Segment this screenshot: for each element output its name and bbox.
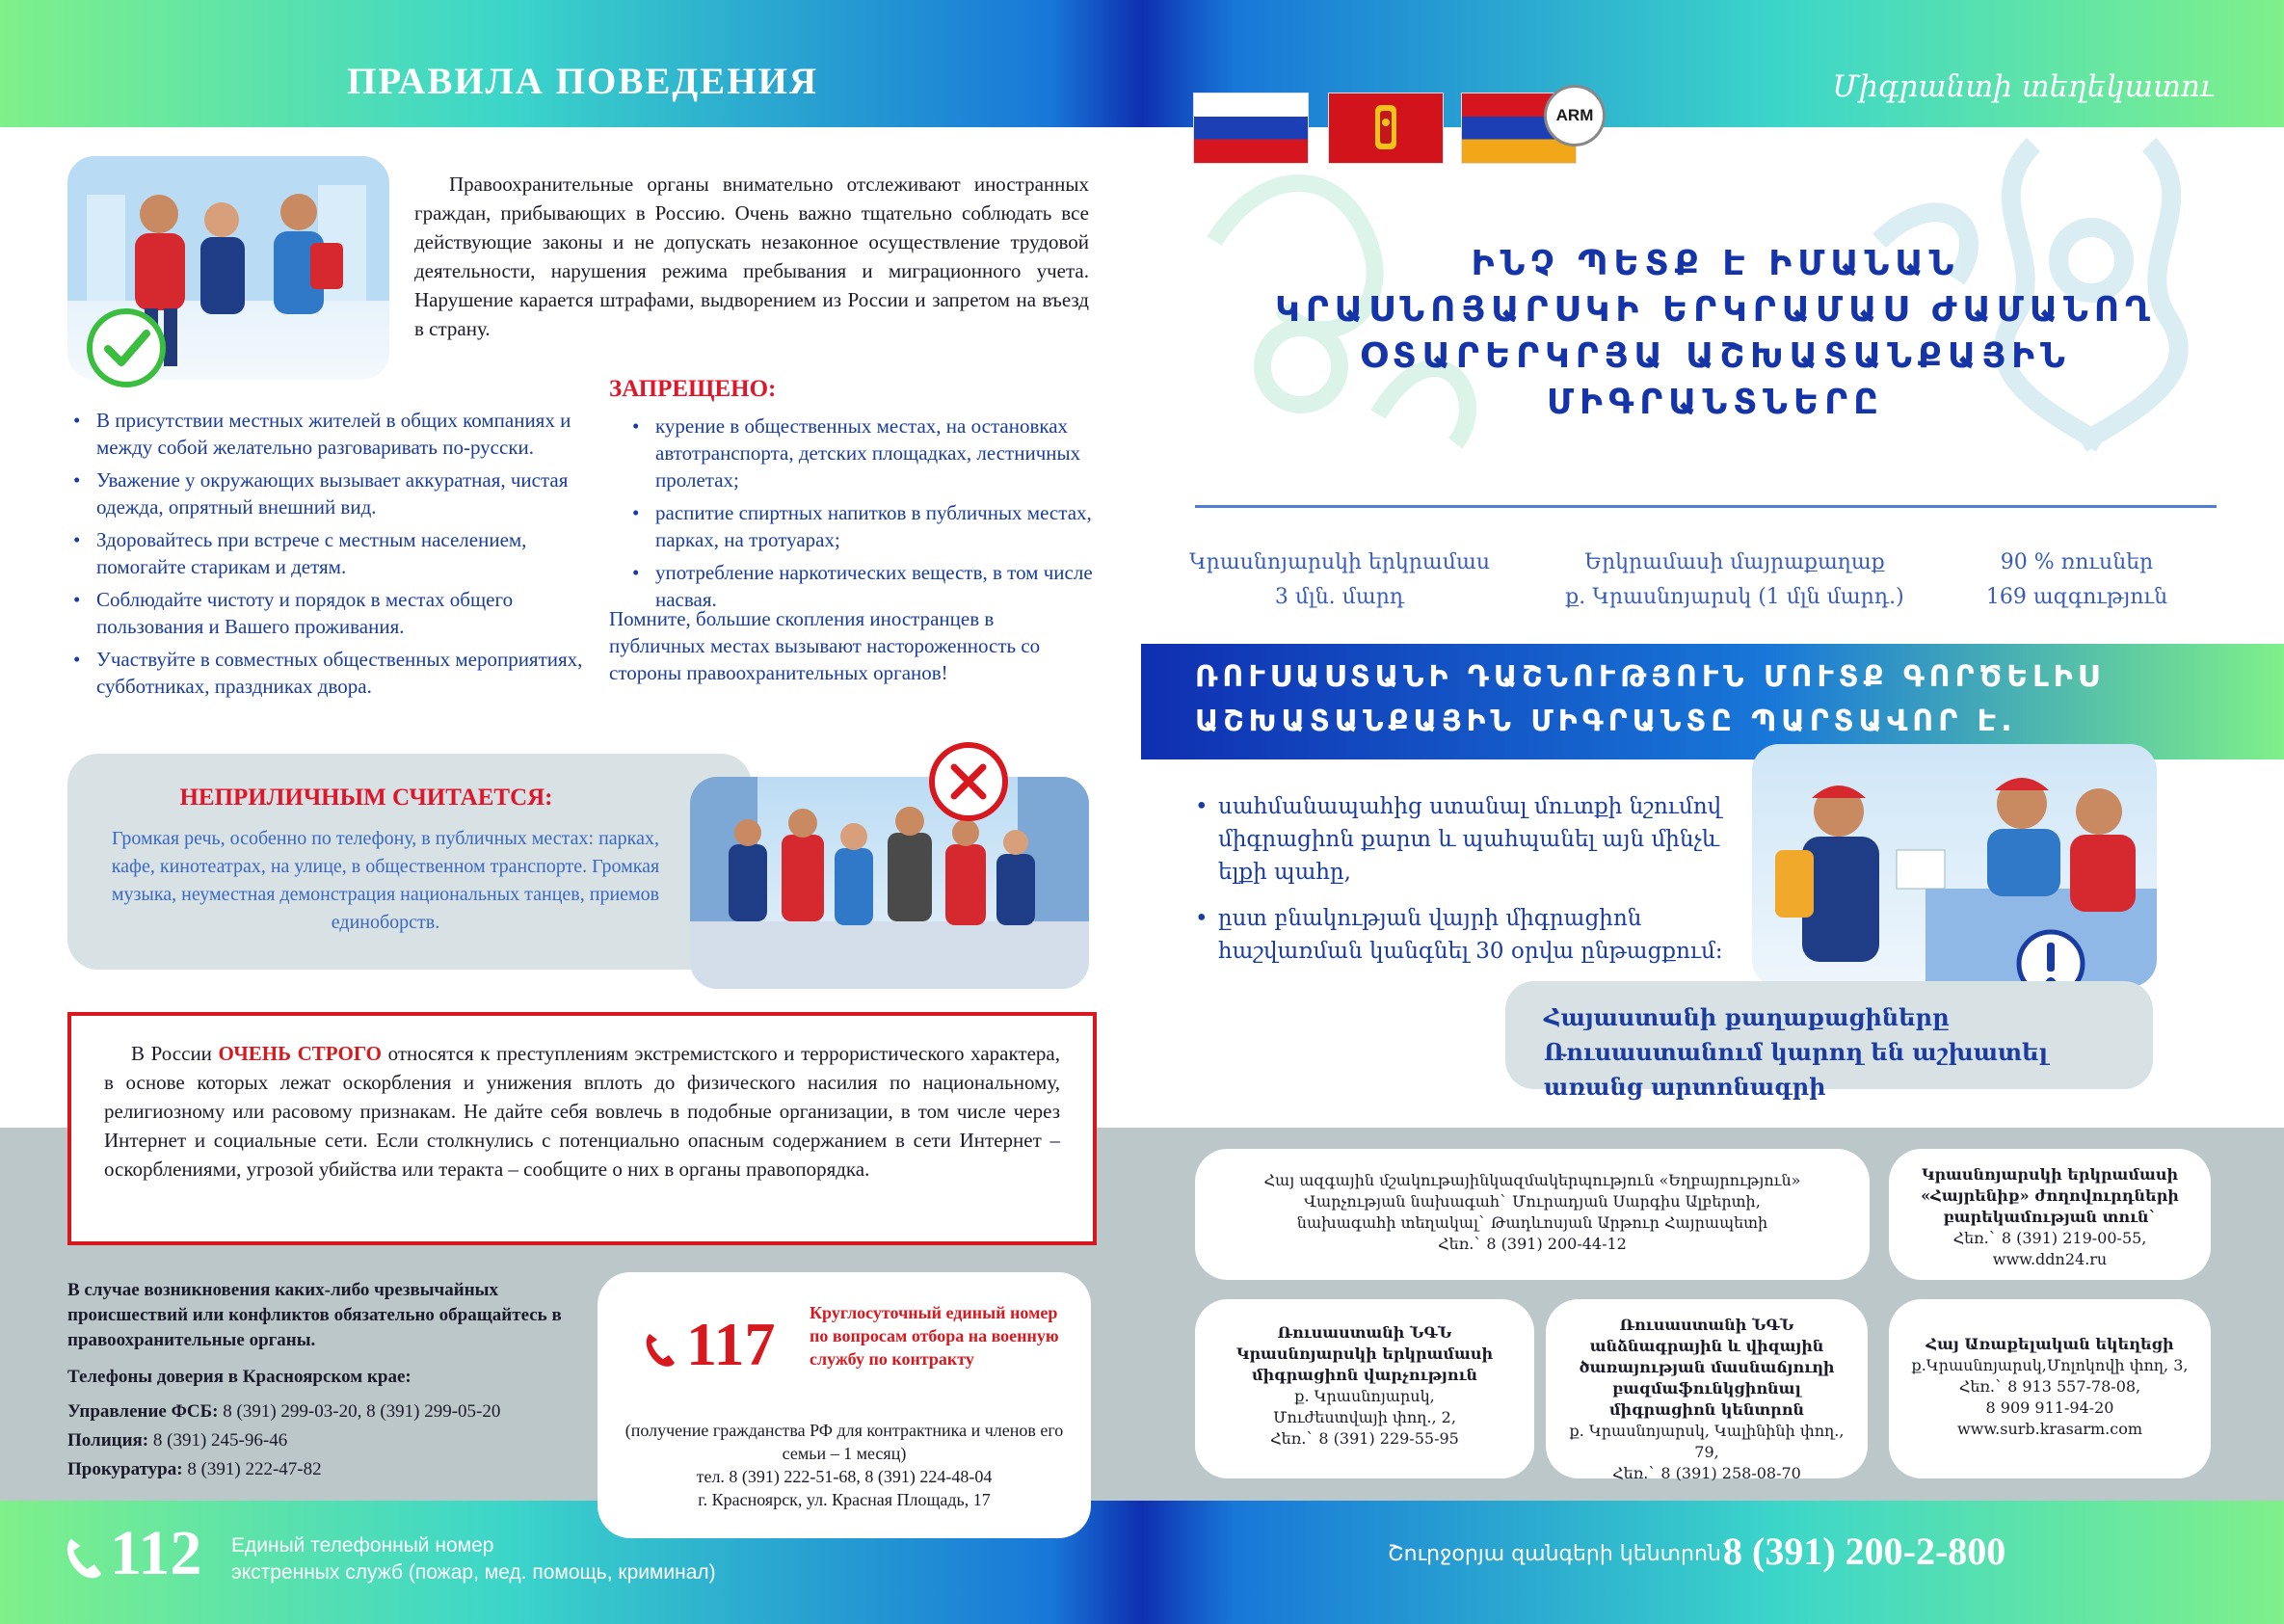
phone-icon	[62, 1534, 106, 1581]
contact-card-text	[1902, 1164, 2197, 1270]
fact-capital	[1561, 546, 1908, 615]
arm-main-title	[1195, 241, 2236, 426]
forbidden-heading: ЗАПРЕЩЕНО:	[609, 376, 777, 402]
contact-line: Հեռ.` 8 (391) 258-08-70	[1612, 1464, 1801, 1482]
hotline-fsb: Управление ФСБ: 8 (391) 299-03-20, 8 (391) 299-05-20	[67, 1401, 501, 1422]
extremism-text-start: В России	[131, 1042, 219, 1065]
arm-title-line: ՄԻԳՐԱՆՏՆԵՐԸ	[1546, 383, 1885, 422]
forbidden-list	[632, 413, 1099, 619]
cross-icon	[927, 740, 1010, 823]
hotline-police: Полиция: 8 (391) 245-96-46	[67, 1430, 288, 1451]
fact-line: Երկրամասի մայրաքաղաք	[1584, 550, 1885, 574]
emergency-desc-line1: Единый телефонный номер	[231, 1534, 494, 1557]
indecent-text: Громкая речь, особенно по телефону, в публичных местах: парках, кафе, кинотеатрах, на улице, в общественном транспорте. Громкая музыка, неуместная демонстрация национальных танцев, приемов единоборств.	[111, 828, 660, 933]
contact-line: ք.Կրասնոյարսկ,Մոլոկովի փող, 3,	[1911, 1356, 2189, 1374]
contact-card	[1546, 1299, 1868, 1482]
fact-population	[1956, 546, 2197, 615]
contact-card	[1195, 1299, 1534, 1478]
migration-office-illustration	[1752, 744, 2157, 987]
contact-line: www.surb.krasarm.com	[1956, 1420, 2143, 1438]
military-details	[617, 1419, 1072, 1511]
extremism-warning-box	[67, 1012, 1097, 1245]
arm-title-line: ԿՐԱՍՆՈՅԱՐՍԿԻ ԵՐԿՐԱՄԱՍ ԺԱՄԱՆՈՂ	[1275, 290, 2156, 330]
contact-card-text	[1557, 1315, 1856, 1484]
arm-badge: ARM	[1544, 85, 1606, 146]
list-item: • курение в общественных местах, на остановках автотранспорта, детских площадках, лестничных пролетах;	[655, 413, 1099, 493]
military-service-card	[598, 1272, 1091, 1538]
check-icon	[85, 306, 168, 389]
military-address: г. Красноярск, ул. Красная Площадь, 17	[698, 1490, 991, 1509]
list-item: • Соблюдайте чистоту и порядок в местах общего пользования и Вашего проживания.	[96, 586, 607, 640]
contact-line: Հեռ.` 8 (391) 219-00-55, www.ddn24.ru	[1952, 1229, 2147, 1268]
fact-line: 90 % ռուսներ	[2000, 550, 2154, 574]
fact-line: Կրասնոյարսկի երկրամաս	[1189, 550, 1490, 574]
contact-card	[1889, 1149, 2211, 1280]
visa-free-text: Հայաստանի քաղաքացիները Ռուսաստանում կարող են աշխատել առանց արտոնագրի	[1544, 1003, 2049, 1101]
military-phones: тел. 8 (391) 222-51-68, 8 (391) 224-48-04	[696, 1467, 993, 1486]
hotlines-title: Телефоны доверия в Красноярском крае:	[67, 1367, 412, 1387]
military-details-text: (получение гражданства РФ для контрактника и членов его семьи – 1 месяц)	[624, 1421, 1064, 1463]
contact-title: Ռուսաստանի ՆԳՆ Կրասնոյարսկի երկրամասի միգրացիոն վարչություն	[1235, 1323, 1494, 1384]
divider	[1195, 505, 2217, 508]
list-item: • Уважение у окружающих вызывает аккуратная, чистая одежда, опрятный внешний вид.	[96, 466, 607, 520]
list-item: • Участвуйте в совместных общественных мероприятиях, субботниках, праздниках двора.	[96, 646, 607, 700]
contact-title: Հայ Առաքելական եկեղեցի	[1925, 1335, 2174, 1353]
contact-line: ք. Կրասնոյարսկ, Կալինինի փող., 79,	[1569, 1422, 1845, 1461]
list-item: • ըստ բնակության վայրի միգրացիոն հաշվառման կանգնել 30 օրվա ընթացքում:	[1218, 902, 1758, 968]
fact-line: 169 ազգություն	[1985, 585, 2168, 609]
contact-card-text	[1214, 1170, 1850, 1255]
military-number: 117	[686, 1310, 776, 1378]
contact-card	[1889, 1299, 2211, 1478]
header-band	[0, 0, 2284, 127]
emergency-number-desc	[231, 1532, 716, 1586]
banner-line: ՌՈՒՍԱՍՏԱՆԻ ԴԱՇՆՈՒԹՅՈՒՆ ՄՈՒՏՔ ԳՈՐԾԵԼԻՍ	[1195, 660, 2104, 694]
left-title: ПРАВИЛА ПОВЕДЕНИЯ	[347, 61, 819, 102]
contact-card-text	[1902, 1334, 2197, 1440]
forbidden-note: Помните, большие скопления иностранцев в публичных местах вызывают настороженность со стороны правоохранительных органов!	[609, 607, 1041, 684]
military-desc: Круглосуточный единый номер по вопросам отбора на военную службу по контракту	[810, 1303, 1059, 1369]
arm-title-line: ԻՆՉ ՊԵՏՔ Է ԻՄԱՆԱՆ	[1471, 244, 1960, 283]
fact-line: 3 մլն. մարդ	[1274, 585, 1405, 609]
indecent-box	[67, 754, 752, 970]
list-item: • սահմանապահից ստանալ մուտքի նշումով միգրացիոն քարտ և պահպանել այն մինչև ելքի պահը,	[1218, 790, 1758, 889]
indecent-heading: НЕПРИЛИЧНЫМ СЧИТАЕТСЯ:	[179, 785, 553, 811]
visa-free-note	[1505, 981, 2153, 1101]
list-item: • В присутствии местных жителей в общих компаниях и между собой желательно разговаривать по-русски.	[96, 407, 607, 461]
list-item: • распитие спиртных напитков в публичных местах, парках, на тротуарах;	[655, 499, 1099, 553]
extremism-text	[104, 1039, 1060, 1184]
call-center-number: 8 (391) 200-2-800	[1723, 1530, 2006, 1573]
crowd-illustration	[690, 777, 1089, 989]
emergency-number: 112	[110, 1518, 202, 1588]
contact-title: Կրասնոյարսկի երկրամասի «Հայրենիք» ժողովուրդների բարեկամության տուն`	[1921, 1165, 2179, 1226]
list-item: • употребление наркотических веществ, в том числе насвая.	[655, 559, 1099, 613]
banner-line: ԱՇԽԱՏԱՆՔԱՅԻՆ ՄԻԳՐԱՆՏԸ ՊԱՐՏԱՎՈՐ Է.	[1195, 705, 2017, 738]
extremism-text-rest: относятся к преступлениям экстремистского и террористического характера, в основе которых лежат оскорбления и унижения вплоть до физического насилия по национальному, религиозному или расовому признакам. Не дайте себя вовлечь в подобные организации, в том числе через Интернет и социальные сети. Если столкнулись с потенциально опасным содержанием в сети Интернет – оскорблениями, угрозой убийства или теракта – сообщите о них в органы правопорядка.	[104, 1042, 1060, 1181]
call-center-label: Շուրջօրյա զանգերի կենտրոն`	[1388, 1542, 1732, 1566]
duties-list	[1195, 790, 1758, 973]
fact-line: ք. Կրասնոյարսկ (1 մլն մարդ.)	[1565, 585, 1904, 609]
phone-icon	[642, 1330, 678, 1369]
obligations-banner-text	[1195, 655, 2104, 744]
very-strict-highlight: ОЧЕНЬ СТРОГО	[218, 1042, 382, 1065]
contact-line: ք. Կրասնոյարսկ,	[1294, 1387, 1435, 1405]
contact-title: Ռուսաստանի ՆԳՆ անձնագրային և վիզային ծառայության մասնաճյուղի բազմաֆունկցիոնալ միգրացիոն կենտրոն	[1579, 1316, 1835, 1419]
contact-title: Հայ ազգային մշակութայինկազմակերպություն «Եղբայրություն»	[1263, 1171, 1801, 1189]
contact-line: Հեռ.` 8 (391) 229-55-95	[1270, 1429, 1459, 1448]
arm-title-line: ՕՏԱՐԵՐԿՐՅԱ ԱՇԽԱՏԱՆՔԱՅԻՆ	[1360, 336, 2071, 376]
hotline-prosecutor: Прокуратура: 8 (391) 222-47-82	[67, 1459, 322, 1479]
intro-text: Правоохранительные органы внимательно отслеживают иностранных граждан, прибывающих в Россию. Очень важно тщательно соблюдать все действующие законы и не допускать незаконное осуществление трудовой деятельности, нарушения режима пребывания и миграционного учета. Нарушение карается штрафами, выдворением из России и запретом на въезд в страну.	[414, 173, 1089, 340]
hotlines-list	[67, 1398, 607, 1484]
contact-line: Հեռ.` 8 (391) 200-44-12	[1438, 1235, 1627, 1253]
fact-region	[1185, 546, 1494, 615]
right-title: Միգրանտի տեղեկատու	[1832, 69, 2215, 104]
contact-card	[1195, 1149, 1870, 1280]
contact-line: Հեռ.` 8 913 557-78-08,	[1958, 1377, 2141, 1396]
emergency-text: В случае возникновения каких-либо чрезвычайных происшествий или конфликтов обязательно обращайтесь в правоохранительные органы.	[67, 1280, 562, 1350]
contact-line: 8 909 911-94-20	[1985, 1398, 2114, 1417]
recommendations-list	[73, 407, 607, 706]
list-item: • Здоровайтесь при встрече с местным населением, помогайте старикам и детям.	[96, 526, 607, 580]
emergency-desc-line2: экстренных служб (пожар, мед. помощь, криминал)	[231, 1561, 716, 1584]
contact-line: նախագահի տեղակալ` Թադևոսյան Արթուր Հայրապետի	[1296, 1213, 1768, 1232]
contact-line: Մուժեստվայի փող., 2,	[1273, 1408, 1456, 1426]
contact-line: Վարչության նախագահ` Մուրադյան Սարգիս Ալբերտի,	[1304, 1192, 1761, 1211]
contact-card-text	[1208, 1322, 1521, 1450]
